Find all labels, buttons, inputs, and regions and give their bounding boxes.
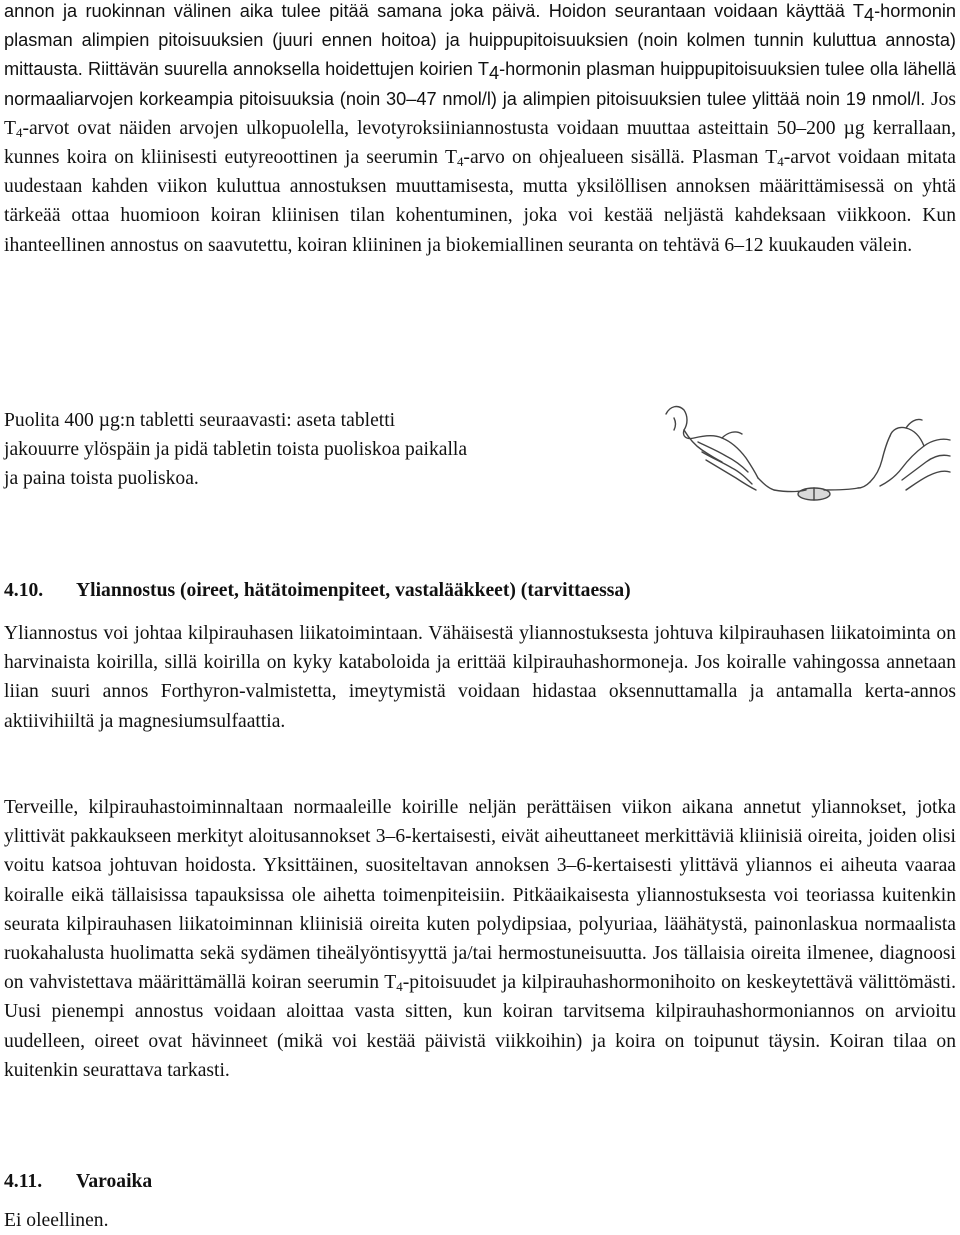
- text-run: -hormonin plasman alimpien pitoisuuksien (juuri ennen hoitoa) ja huippupitoisuuksien (noin kolmen tunnin kuluttua annosta) mittausta.: [4, 1, 956, 80]
- subscript: 4: [396, 979, 403, 995]
- subscript: 4: [488, 63, 500, 84]
- text-run: annon ja ruokinnan välinen aika tulee pitää samana joka päivä.: [4, 1, 541, 21]
- section-heading-4-10: [4, 576, 631, 605]
- text-run: -arvo on ohjealueen sisällä. Plasman T: [463, 147, 778, 169]
- withdrawal-period-text: Ei oleellinen.: [4, 1210, 109, 1231]
- text-run: -hormonin plasman huippupitoisuuksien tulee olla lähellä normaaliarvojen korkeampia pitoisuuksia (noin 30–47 nmol/l) ja alimpien pitoisuuksien tulee ylittää noin 19 nmol/l.: [4, 59, 957, 109]
- text-run: Hoidon seurantaan voidaan käyttää T: [548, 1, 864, 21]
- text-run: Jos T: [4, 88, 956, 139]
- section-number: 4.11.: [4, 1171, 43, 1192]
- subscript: 4: [456, 153, 464, 169]
- text-run: -arvot ovat näiden arvojen ulkopuolella, levotyroksiiniannostusta voidaan muuttaa asteittain 50–200 µg kerrallaan, kunnes koira on kliinisesti eutyreoottinen ja seerumin T: [4, 117, 956, 169]
- tablet-splitting-illustration: [662, 400, 954, 520]
- section-number: 4.10.: [4, 580, 44, 601]
- instruction-line: ja paina toista puoliskoa.: [4, 468, 199, 490]
- section-heading-4-11: [4, 1167, 152, 1196]
- instruction-line: Puolita 400 µg:n tabletti seuraavasti: aseta tabletti: [4, 410, 396, 431]
- text-run: Riittävän suurella annoksella hoidettujen koirien T: [87, 59, 489, 80]
- section-title: Varoaika: [76, 1171, 153, 1192]
- right-hand-icon: [858, 419, 950, 490]
- text-run: Terveille, kilpirauhastoiminnaltaan normaaleille koirille neljän perättäisen viikon aikana annetut yliannokset, jotka ylittivät pakkaukseen merkityt aloitusannokset 3–6-kertaisesti, eivät aiheuttaneet merkittäviä kliinisiä oireita, joiden olisi voitu katsoa johtuvan hoidosta. Yksittäinen, suositeltavan annoksen 3–6-kertaisesti ylittävä yliannos ei aiheuta vaaraa koiralle eikä tällaisissa tapauksissa ole aihetta toimenpiteisiin. Pitkäaikaisesta yliannostuksesta voi teoriassa kuitenkin seurata kilpirauhasen liikatoiminnan kliinisiä oireita kuten polydipsiaa, polyuriaa, läähätystä, painonlaskua normaalista ruokahalusta huolimatta sekä sydämen tiheälyöntisyyttä ja/tai hermostuneisuutta. Jos tällaisia oireita ilmenee, diagnoosi on vahvistettava määrittämällä koiran seerumin T: [4, 797, 956, 994]
- text-run: -pitoisuudet ja kilpirauhashormonihoito on keskeytettävä välittömästi. Uusi pienempi annostus voidaan aloittaa vasta sitten, kun koiran tarvitsema kilpirauhashormoniannos on arvioitu uudelleen, oireet ovat hävinneet (mikä voi kestää päivistä viikkoihin) ja koira on toipunut täysin. Koiran tilaa on kuitenkin seurattava tarkasti.: [4, 972, 956, 1081]
- subscript: 4: [863, 5, 875, 25]
- instruction-line: jakouurre ylöspäin ja pidä tabletin toista puoliskoa paikalla: [4, 439, 468, 461]
- overdose-details-paragraph: [4, 793, 956, 1085]
- subscript: 4: [777, 153, 784, 169]
- tablet-split-instructions: [4, 406, 604, 494]
- text-run: -arvot voidaan mitata uudestaan kahden viikon kuluttua annostuksen muuttamisesta, mutta yksilöllisen annoksen määrittämisessä on yhtä tärkeää ottaa huomioon koiran kliinisen tilan kohentuminen, joka voi kestää neljästä kahdeksaan viikkoon. Kun ihanteellinen annostus on saavutettu, koiran kliininen ja biokemiallinen seuranta on tehtävä 6–12 kuukauden välein.: [4, 147, 956, 256]
- monitoring-paragraph: [4, 0, 956, 260]
- overdose-paragraph: Yliannostus voi johtaa kilpirauhasen liikatoimintaan. Vähäisestä yliannostuksesta johtuva kilpirauhasen liikatoiminta on harvinaista koirilla, sillä koirilla on kyky kataboloida ja erittää kilpirauhashormoneja. Jos koiralle vahingossa annetaan liian suuri annos Forthyron-valmistetta, imeytymistä voidaan hidastaa oksennuttamalla ja antamalla kerta-annos aktiivihiiltä ja magnesiumsulfaattia.: [4, 623, 956, 732]
- section-title: Yliannostus (oireet, hätätoimenpiteet, vastalääkkeet) (tarvittaessa): [76, 580, 631, 601]
- subscript: 4: [15, 124, 23, 140]
- left-hand-icon: [666, 407, 774, 490]
- tablet-icon: [774, 488, 858, 500]
